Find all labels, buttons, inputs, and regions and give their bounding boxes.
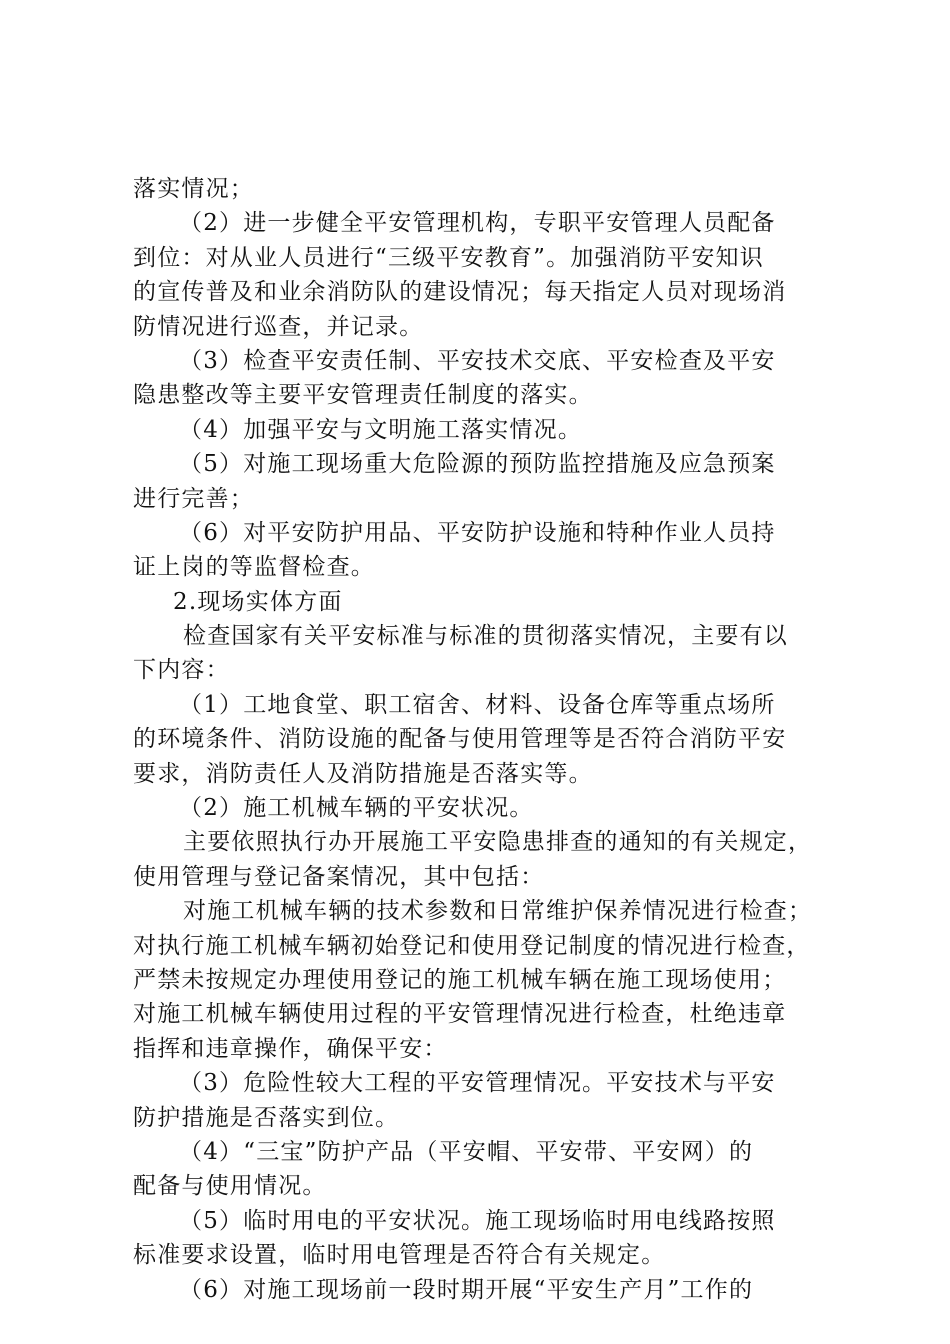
text-line: 主要依照执行办开展施工平安隐患排查的通知的有关规定， [183,829,813,856]
text-line: （4）加强平安与文明施工落实情况。 [179,416,583,443]
text-line: 防情况进行巡查，并记录。 [133,313,424,340]
text-line: 要求，消防责任人及消防措施是否落实等。 [133,760,593,787]
text-line: 配备与使用情况。 [133,1173,327,1200]
text-line: 对施工机械车辆的技术参数和日常维护保养情况进行检查； [183,898,813,925]
document-body [133,172,833,1307]
text-line: 下内容： [133,657,230,684]
text-line: 指挥和违章操作，确保平安： [133,1035,448,1062]
text-line: （5）对施工现场重大危险源的预防监控措施及应急预案 [179,451,776,478]
text-line: （3）危险性较大工程的平安管理情况。平安技术与平安 [179,1070,776,1097]
text-line: 对施工机械车辆使用过程的平安管理情况进行检查，杜绝违章 [133,1001,787,1028]
text-line: 严禁未按规定办理使用登记的施工机械车辆在施工现场使用； [133,966,787,993]
text-line: 的环境条件、消防设施的配备与使用管理等是否符合消防平安 [133,726,787,753]
text-line: 落实情况； [133,176,254,202]
text-line: （5）临时用电的平安状况。施工现场临时用电线路按照 [179,1207,776,1234]
text-line: 标准要求设置，临时用电管理是否符合有关规定。 [133,1242,666,1269]
text-line: 到位：对从业人员进行“三级平安教育”。加强消防平安知识 [133,244,764,271]
text-line: （4）“三宝”防护产品（平安帽、平安带、平安网）的 [179,1138,754,1165]
text-line: （2）进一步健全平安管理机构，专职平安管理人员配备 [179,210,776,237]
text-line: 2.现场实体方面 [173,588,343,615]
text-line: 防护措施是否落实到位。 [133,1104,400,1131]
text-line: 使用管理与登记备案情况，其中包括： [133,863,545,890]
text-line: 进行完善； [133,485,254,512]
text-line: （6）对施工现场前一段时期开展“平安生产月”工作的 [179,1276,754,1303]
text-line: （1）工地食堂、职工宿舍、材料、设备仓库等重点场所 [179,691,776,718]
text-line: 对执行施工机械车辆初始登记和使用登记制度的情况进行检查， [133,932,811,959]
text-line: 检查国家有关平安标准与标准的贯彻落实情况，主要有以 [183,623,788,650]
text-line: （2）施工机械车辆的平安状况。 [179,795,534,822]
text-line: 隐患整改等主要平安管理责任制度的落实。 [133,382,593,409]
text-line: （3）检查平安责任制、平安技术交底、平安检查及平安 [179,347,776,374]
text-line: （6）对平安防护用品、平安防护设施和特种作业人员持 [179,519,776,546]
text-line: 的宣传普及和业余消防队的建设情况；每天指定人员对现场消 [133,279,787,306]
text-line: 证上岗的等监督检查。 [133,554,375,581]
